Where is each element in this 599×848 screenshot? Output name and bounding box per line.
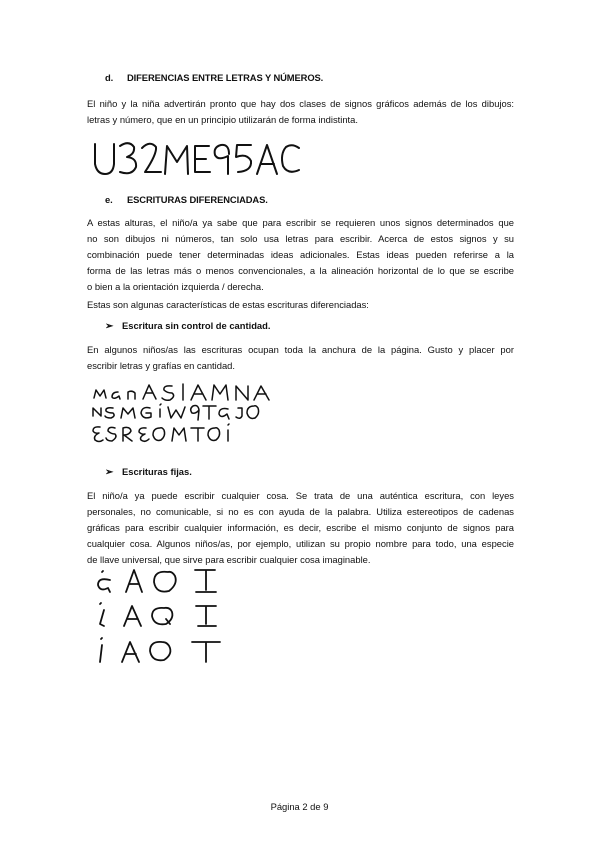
paragraph-line: letras y número, que en un principio utilizarán de forma indistinta. <box>87 114 358 125</box>
paragraph-line: forma de las letras más o menos convencionales, a la alineación horizontal de lo que se escribe <box>87 265 514 276</box>
bullet-item <box>105 320 270 332</box>
page-number: Página 2 de 9 <box>270 801 329 812</box>
paragraph-line: gráficas para escribir cualquier información, es decir, escribe el mismo conjunto de signos para <box>87 522 514 533</box>
bullet-title: Escrituras fijas. <box>122 466 192 477</box>
section-e-letter: e. <box>105 194 113 205</box>
paragraph-line: El niño/a ya puede escribir cualquier cosa. Se trata de una auténtica escritura, con leyes <box>87 490 514 501</box>
handwriting-sample-image <box>87 134 312 182</box>
bullet-title: Escritura sin control de cantidad. <box>122 320 271 331</box>
page-footer <box>0 801 599 812</box>
paragraph-line: combinación puede tener determinadas ideas adicionales. Estas ideas pueden referirse a la <box>87 249 514 260</box>
paragraph-line: En algunos niños/as las escrituras ocupan toda la anchura de la página. Gusto y placer por <box>87 344 514 355</box>
paragraph-line: escribir letras y grafías en cantidad. <box>87 360 235 371</box>
paragraph-line: de llave universal, que sirve para escribir cualquier cosa imaginable. <box>87 554 371 565</box>
arrowhead-bullet-icon: ➢ <box>105 321 114 332</box>
section-d-letter: d. <box>105 72 114 83</box>
paragraph-line: cualquier cosa. Algunos niños/as, por ejemplo, utilizan su propio nombre para todo, una especie <box>87 538 514 549</box>
paragraph-line: personales, no comunicable, si no es con ayuda de la palabra. Utiliza estereotipos de cadenas <box>87 506 514 517</box>
paragraph-line: El niño y la niña advertirán pronto que hay dos clases de signos gráficos además de los dibujos: <box>87 98 514 109</box>
handwriting-sample-image <box>90 562 260 674</box>
section-e-intro <box>87 297 514 313</box>
handwriting-sample-image <box>88 380 358 450</box>
arrowhead-bullet-icon: ➢ <box>105 467 114 478</box>
intro-line: Estas son algunas características de estas escrituras diferenciadas: <box>87 299 369 310</box>
paragraph-line: o bien a la orientación izquierda / derecha. <box>87 281 264 292</box>
section-e-heading <box>105 194 268 205</box>
paragraph-line: A estas alturas, el niño/a ya sabe que para escribir se requieren unos signos determinados que <box>87 217 514 228</box>
section-d-title: DIFERENCIAS ENTRE LETRAS Y NÚMEROS. <box>127 72 324 83</box>
section-d-paragraph <box>87 96 514 128</box>
bullet-2-paragraph <box>87 488 514 568</box>
bullet-item <box>105 466 192 478</box>
section-e-paragraph <box>87 215 514 295</box>
section-d-heading <box>105 72 323 83</box>
paragraph-line: no son dibujos ni números, tan solo usa letras para escribir. Acerca de estos signos y su <box>87 233 514 244</box>
bullet-1-paragraph <box>87 342 514 374</box>
section-e-title: ESCRITURAS DIFERENCIADAS. <box>127 194 268 205</box>
